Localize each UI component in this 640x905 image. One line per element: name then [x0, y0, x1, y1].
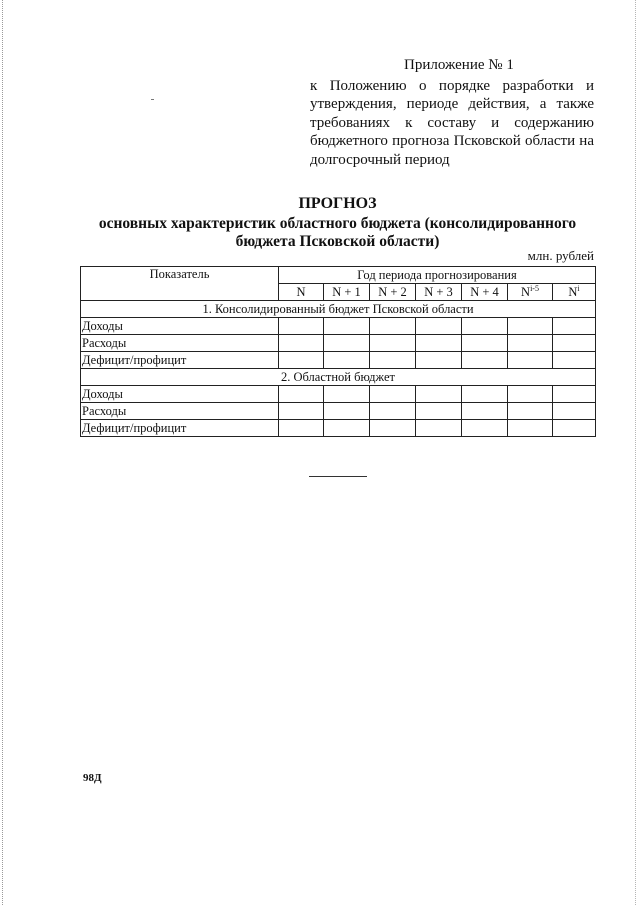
- period-column-superscript: i: [577, 283, 580, 293]
- value-cell: [370, 352, 416, 369]
- table-row: [81, 352, 596, 369]
- period-column-superscript: i-5: [530, 283, 539, 293]
- heading-title: ПРОГНОЗ: [298, 195, 377, 212]
- value-cell: [508, 386, 553, 403]
- period-column-header: [462, 284, 508, 301]
- value-cell: [508, 352, 553, 369]
- period-column-base: N + 4: [470, 284, 499, 299]
- scan-edge-right: [635, 0, 637, 905]
- period-column-base: N + 2: [378, 284, 407, 299]
- value-cell: [508, 318, 553, 335]
- appendix-text: к Положению о порядке разработки и утверждения, периоде действия, а также требованиях к составу и содержанию бюджетного прогноза Псковской области на долгосрочный период: [310, 77, 594, 168]
- units-label: млн. рублей: [527, 248, 594, 263]
- table-row: [81, 386, 596, 403]
- value-cell: [462, 335, 508, 352]
- value-cell: [416, 386, 462, 403]
- row-label: Доходы: [81, 318, 279, 335]
- header-indicator: Показатель: [81, 267, 279, 301]
- value-cell: [416, 335, 462, 352]
- period-column-base: N: [521, 284, 531, 299]
- header-period: Год периода прогнозирования: [279, 267, 596, 284]
- value-cell: [553, 318, 596, 335]
- period-column-header: [416, 284, 462, 301]
- row-label: Дефицит/профицит: [81, 420, 279, 437]
- value-cell: [508, 335, 553, 352]
- value-cell: [370, 420, 416, 437]
- value-cell: [324, 352, 370, 369]
- value-cell: [279, 403, 324, 420]
- value-cell: [324, 386, 370, 403]
- table-body: [81, 301, 596, 437]
- value-cell: [279, 352, 324, 369]
- value-cell: [324, 420, 370, 437]
- value-cell: [462, 403, 508, 420]
- row-label: Расходы: [81, 335, 279, 352]
- page-code: 98Д: [83, 772, 102, 784]
- value-cell: [279, 318, 324, 335]
- period-column-header: [324, 284, 370, 301]
- table-row: [81, 318, 596, 335]
- end-divider: [309, 476, 367, 477]
- value-cell: [370, 403, 416, 420]
- period-column-header: [553, 284, 596, 301]
- period-column-base: N + 3: [424, 284, 453, 299]
- value-cell: [324, 318, 370, 335]
- row-label: Доходы: [81, 386, 279, 403]
- value-cell: [462, 352, 508, 369]
- period-column-base: N: [296, 284, 306, 299]
- value-cell: [279, 386, 324, 403]
- period-column-base: N: [568, 284, 578, 299]
- table-row: [81, 420, 596, 437]
- table-row: [81, 403, 596, 420]
- value-cell: [462, 318, 508, 335]
- value-cell: [370, 335, 416, 352]
- value-cell: [553, 335, 596, 352]
- value-cell: [508, 403, 553, 420]
- value-cell: [279, 335, 324, 352]
- value-cell: [553, 386, 596, 403]
- scan-edge-left: [2, 0, 4, 905]
- value-cell: [462, 386, 508, 403]
- section-title: 1. Консолидированный бюджет Псковской области: [81, 301, 596, 318]
- value-cell: [370, 318, 416, 335]
- appendix-block: [310, 56, 594, 169]
- forecast-table: [80, 266, 596, 437]
- value-cell: [416, 403, 462, 420]
- table-row: [81, 335, 596, 352]
- value-cell: [416, 318, 462, 335]
- value-cell: [462, 420, 508, 437]
- section-row: [81, 301, 596, 318]
- period-column-header: [508, 284, 553, 301]
- heading-subtitle: основных характеристик областного бюджета (консолидированного бюджета Псковской области): [98, 214, 577, 250]
- value-cell: [508, 420, 553, 437]
- value-cell: [370, 386, 416, 403]
- period-column-header: [279, 284, 324, 301]
- section-title: 2. Областной бюджет: [81, 369, 596, 386]
- value-cell: [553, 420, 596, 437]
- appendix-title: Приложение № 1: [404, 57, 514, 73]
- value-cell: [553, 403, 596, 420]
- document-heading: [80, 195, 595, 252]
- section-row: [81, 369, 596, 386]
- period-column-header: [370, 284, 416, 301]
- value-cell: [416, 352, 462, 369]
- value-cell: [279, 420, 324, 437]
- value-cell: [553, 352, 596, 369]
- period-column-base: N + 1: [332, 284, 361, 299]
- row-label: Расходы: [81, 403, 279, 420]
- header-row-1: [81, 267, 596, 284]
- scan-speck: [151, 99, 154, 100]
- row-label: Дефицит/профицит: [81, 352, 279, 369]
- value-cell: [416, 420, 462, 437]
- value-cell: [324, 335, 370, 352]
- value-cell: [324, 403, 370, 420]
